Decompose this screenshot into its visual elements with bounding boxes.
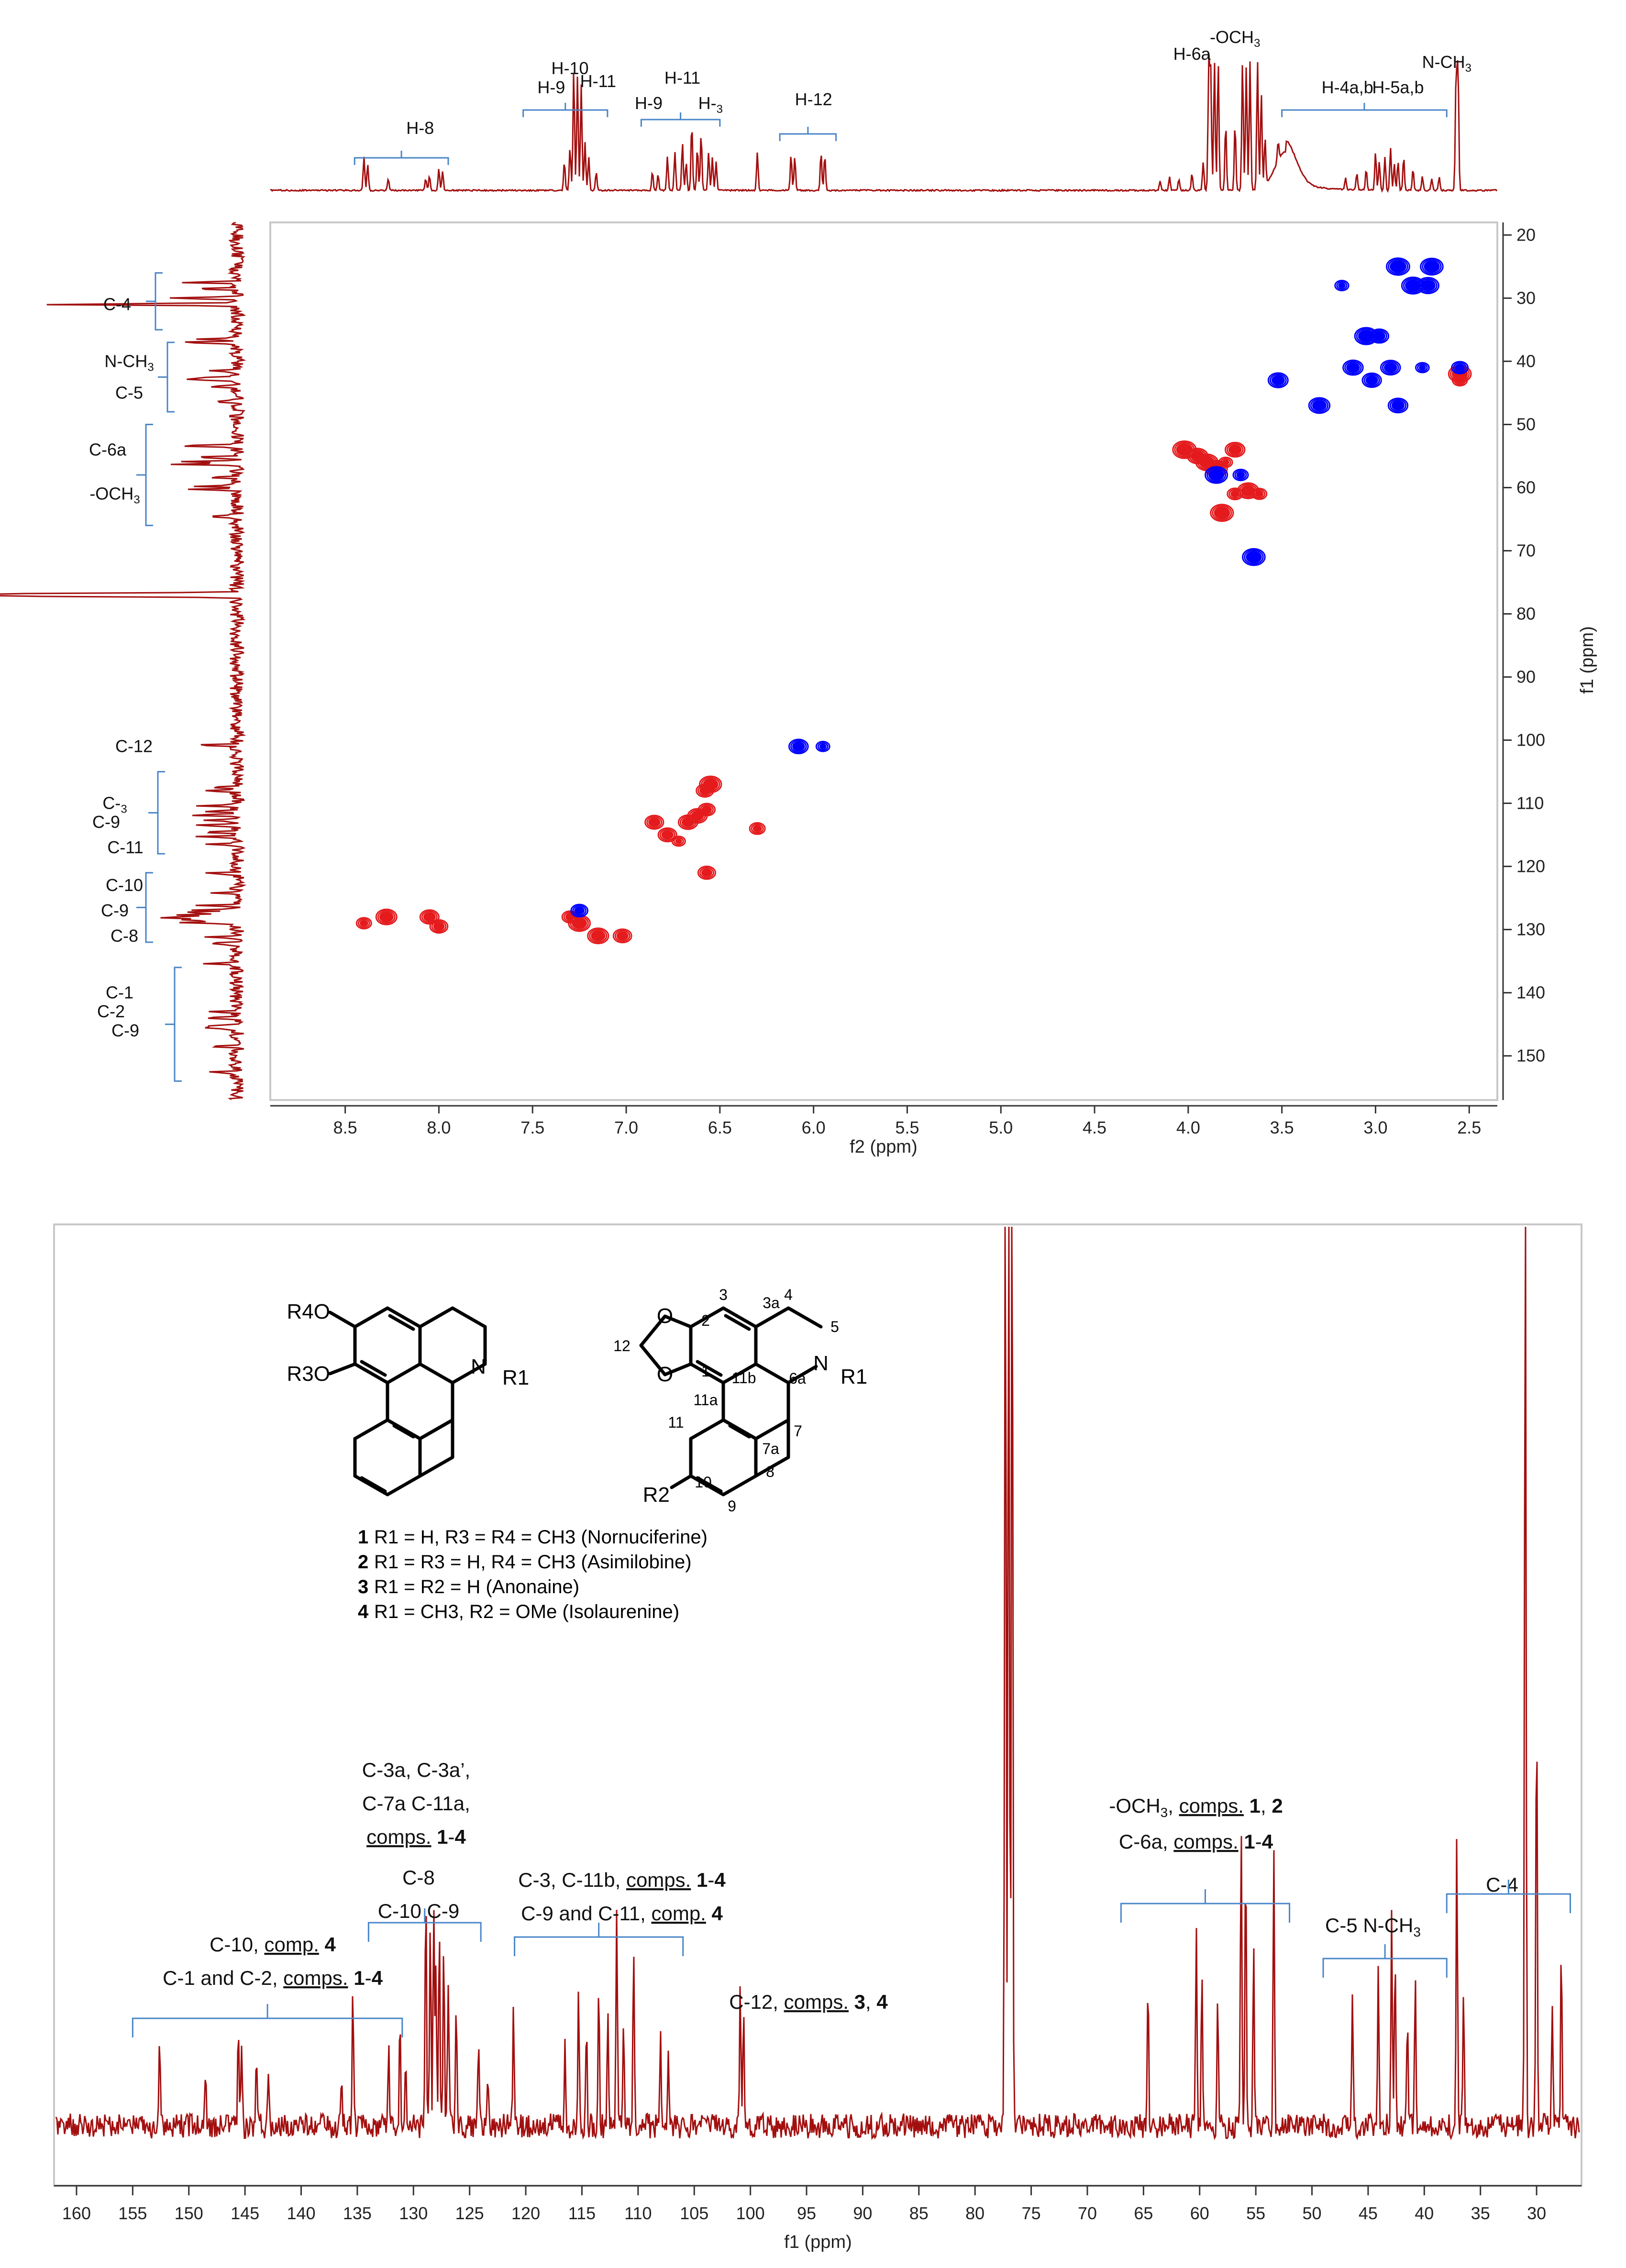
compound-2-number: 2 — [358, 1552, 369, 1573]
hsqc-contour-ring — [1247, 551, 1261, 562]
hsqc-contour-ring — [434, 923, 444, 930]
hsqc-crosspeak — [569, 915, 590, 931]
hsqc-crosspeak — [1233, 470, 1248, 481]
carbon-label: C-4 — [103, 294, 132, 314]
atom-r1-label: R1 — [841, 1365, 868, 1388]
carbon-annotation — [362, 1759, 470, 1848]
hsqc-contour-ring — [1421, 280, 1435, 290]
hsqc-contour-ring — [704, 779, 718, 790]
hsqc-crosspeak — [698, 866, 715, 879]
hsqc-x-axis-title: f2 (ppm) — [850, 1137, 918, 1157]
hsqc-crosspeak — [1211, 505, 1233, 521]
hsqc-contour-ring — [360, 921, 367, 926]
carbon-x-tick-label: 140 — [287, 2203, 316, 2223]
carbon-x-tick-label: 90 — [853, 2203, 873, 2223]
hsqc-contour-ring — [820, 744, 826, 749]
hsqc-crosspeak — [571, 904, 588, 917]
hsqc-y-tick-label: 20 — [1516, 225, 1536, 245]
hsqc-y-tick-label: 80 — [1516, 604, 1536, 624]
hsqc-y-tick-label: 60 — [1516, 477, 1536, 497]
hsqc-contour-ring — [1229, 445, 1241, 454]
proton-label: H-8 — [406, 118, 434, 138]
atom-label-12: 12 — [613, 1337, 630, 1354]
hsqc-contour-ring — [1425, 261, 1439, 272]
carbon-x-tick-label: 125 — [455, 2203, 484, 2223]
hsqc-contour-ring — [424, 913, 435, 921]
carbon-assignment-labels — [89, 273, 182, 1081]
proton-label: H-9 — [537, 77, 565, 97]
compound-3-number: 3 — [358, 1576, 369, 1597]
hsqc-contour-ring — [575, 907, 584, 914]
hsqc-x-tick-label: 4.5 — [1083, 1118, 1107, 1137]
carbon-x-tick-label: 150 — [174, 2203, 203, 2223]
hsqc-x-tick-label: 7.5 — [520, 1118, 545, 1137]
hsqc-contour-ring — [380, 912, 393, 922]
atom-label-1: 1 — [701, 1363, 710, 1380]
hsqc-y-tick-label: 150 — [1516, 1046, 1546, 1066]
carbon-x-tick-label: 80 — [965, 2203, 985, 2223]
hsqc-crosspeak — [1219, 457, 1232, 467]
proton-bracket — [1282, 103, 1447, 117]
hsqc-y-tick-label: 140 — [1516, 982, 1546, 1002]
carbon-x-tick-label: 130 — [399, 2203, 428, 2223]
compound-1-text: R1 = H, R3 = R4 = CH3 (Nornuciferine) — [374, 1527, 708, 1548]
hsqc-contour-ring — [1366, 376, 1377, 384]
atom-label-6a: 6a — [789, 1370, 806, 1387]
atom-n-label: N — [813, 1352, 829, 1375]
carbon-x-tick-label: 60 — [1190, 2203, 1209, 2223]
annotation-line: C-10, comp. 4 — [210, 1933, 336, 1956]
carbon-label: C-8 — [110, 925, 139, 946]
proton-label: H-5a,b — [1372, 77, 1424, 97]
hsqc-contour-ring — [1347, 363, 1360, 372]
hsqc-plot-frame — [270, 222, 1497, 1100]
hsqc-contour-ring — [1391, 261, 1406, 272]
carbon-bracket — [148, 772, 165, 854]
atom-label-7: 7 — [794, 1422, 802, 1440]
carbon-bracket — [136, 424, 153, 525]
atom-label-7a: 7a — [762, 1440, 779, 1457]
carbon-x-tick-label: 75 — [1021, 2203, 1041, 2223]
hsqc-crosspeak — [1335, 280, 1349, 290]
carbon-label: C-12 — [115, 736, 153, 756]
proton-label: H-4a,b — [1321, 77, 1373, 97]
hsqc-contour-ring — [1392, 401, 1404, 410]
hsqc-contour-ring — [676, 839, 681, 843]
hsqc-crosspeak — [1417, 277, 1439, 293]
carbon-label: $-OCH_3$ — [89, 484, 140, 506]
hsqc-contour-ring — [1215, 507, 1229, 518]
compound-1-number: 1 — [358, 1527, 369, 1548]
generic-n-label: N — [471, 1355, 486, 1378]
atom-label-3: 3 — [719, 1286, 728, 1303]
annotation-line: C-3a, C-3a’, — [362, 1759, 471, 1781]
hsqc-contour-ring — [573, 918, 586, 928]
annotation-line: C-1 and C-2, comps. 1-4 — [163, 1967, 383, 1989]
hsqc-contour-ring — [1209, 470, 1224, 480]
hsqc-contour-ring — [1339, 283, 1345, 287]
compound-4-number: 4 — [358, 1601, 369, 1622]
hsqc-contour-ring — [702, 806, 711, 813]
hsqc-crosspeak — [1243, 549, 1265, 565]
carbon-x-tick-label: 120 — [511, 2203, 541, 2223]
carbon-label: C-9 — [111, 1020, 140, 1040]
annotation-line: $-OCH_3$, comps. 1, 2 — [1109, 1795, 1283, 1820]
hsqc-y-tick-label: 100 — [1516, 730, 1546, 750]
carbon-bracket — [146, 273, 163, 330]
carbon-label: C-6a — [88, 440, 127, 460]
compound-3-text: R1 = R2 = H (Anonaine) — [374, 1576, 580, 1597]
proton-label: $N-CH_3$ — [1422, 52, 1471, 75]
hsqc-contour-ring — [793, 742, 804, 750]
hsqc-x-tick-label: 3.5 — [1270, 1118, 1294, 1137]
hsqc-y-tick-label: 30 — [1516, 288, 1536, 308]
annotation-line: C-6a, comps. 1-4 — [1118, 1830, 1273, 1853]
hsqc-crosspeak — [1252, 488, 1266, 499]
proton-bracket — [780, 127, 836, 141]
proton-label: H-12 — [795, 89, 832, 109]
compound-4-text: R1 = CH3, R2 = OMe (Isolaurenine) — [374, 1601, 680, 1622]
hsqc-x-tick-label: 5.0 — [989, 1118, 1013, 1137]
annotation-line: C-10 C-9 — [377, 1900, 460, 1922]
hsqc-crosspeak — [1452, 362, 1468, 374]
hsqc-x-tick-label: 5.5 — [895, 1118, 919, 1137]
proton-assignment-labels — [354, 27, 1471, 165]
hsqc-contour-ring — [1313, 401, 1326, 410]
hsqc-y-axis-title: f1 (ppm) — [1577, 626, 1597, 694]
carbon-x-tick-label: 155 — [118, 2203, 147, 2223]
atom-label-10: 10 — [695, 1474, 712, 1491]
carbon-label: $C-_3$ — [102, 793, 127, 816]
hsqc-contour-ring — [1256, 491, 1262, 496]
hsqc-crosspeak — [1309, 398, 1329, 413]
atom-label-11: 11 — [668, 1414, 684, 1431]
hsqc-x-tick-label: 6.0 — [801, 1118, 826, 1137]
hsqc-y-tick-label: 110 — [1516, 793, 1544, 813]
hsqc-crosspeak — [1421, 258, 1443, 275]
hsqc-crosspeak — [816, 741, 830, 751]
proton-label: H-6a — [1173, 44, 1211, 64]
hsqc-y-tick-label: 70 — [1516, 540, 1536, 561]
carbon-x-axis-title: f1 (ppm) — [784, 2232, 852, 2252]
carbon-bracket — [158, 342, 175, 412]
carbon-spectrum-panel — [54, 1224, 1582, 2252]
hsqc-x-tick-label: 8.5 — [333, 1118, 357, 1137]
generic-r4o-label: R4O — [287, 1300, 330, 1323]
carbon-x-tick-label: 65 — [1134, 2203, 1153, 2223]
hsqc-panel — [0, 27, 1597, 1157]
hsqc-contour-ring — [1272, 376, 1284, 385]
hsqc-x-tick-label: 2.5 — [1457, 1118, 1482, 1137]
carbon-x-tick-label: 85 — [909, 2203, 929, 2223]
atom-label-4: 4 — [784, 1286, 793, 1303]
carbon-label: C-9 — [92, 812, 121, 832]
atom-o-top-label: O — [656, 1304, 674, 1328]
hsqc-crosspeak — [1416, 363, 1429, 372]
hsqc-x-tick-label: 8.0 — [427, 1118, 451, 1137]
atom-label-9: 9 — [728, 1497, 736, 1515]
carbon-x-tick-label: 100 — [736, 2203, 765, 2223]
annotation-line: C-5 $N-CH_3$ — [1325, 1914, 1421, 1939]
carbon-x-tick-label: 105 — [680, 2203, 709, 2223]
annotation-line: C-8 — [402, 1866, 435, 1889]
annotation-line: C-3, C-11b, comps. 1-4 — [518, 1869, 726, 1891]
hsqc-contour-ring — [649, 818, 660, 826]
carbon-label: C-1 — [105, 982, 134, 1002]
carbon-x-tick-label: 30 — [1527, 2203, 1547, 2223]
hsqc-y-tick-label: 90 — [1516, 667, 1536, 687]
proton-label: H-10 — [551, 58, 589, 78]
carbon-label: C-2 — [97, 1002, 125, 1022]
atom-label-2: 2 — [701, 1312, 710, 1329]
proton-label: $H-_3$ — [698, 93, 723, 116]
carbon-x-tick-label: 95 — [796, 2203, 817, 2223]
hsqc-crosspeak — [698, 804, 715, 815]
carbon-label: C-9 — [100, 900, 129, 920]
carbon-bracket — [165, 968, 182, 1081]
carbon-x-tick-label: 40 — [1415, 2203, 1434, 2223]
hsqc-contour-ring — [1223, 460, 1228, 464]
hsqc-contour-ring — [617, 932, 628, 940]
proton-label: H-11 — [664, 68, 701, 88]
annotation-line: C-12, comps. 3, 4 — [729, 1991, 888, 2013]
hsqc-y-tick-label: 130 — [1516, 919, 1546, 939]
hsqc-crosspeak — [672, 837, 685, 846]
carbon-x-tick-label: 115 — [568, 2203, 596, 2223]
proton-label: H-11 — [580, 71, 616, 91]
hsqc-y-tick-label: 50 — [1516, 414, 1536, 434]
carbon-x-tick-label: 160 — [62, 2203, 91, 2223]
carbon-x-tick-label: 55 — [1246, 2203, 1266, 2223]
carbon-x-tick-label: 145 — [231, 2203, 260, 2223]
hsqc-contour-ring — [662, 831, 673, 838]
hsqc-crosspeak — [750, 823, 765, 834]
hsqc-contour-ring — [1384, 363, 1396, 372]
hsqc-crosspeak — [700, 776, 721, 793]
compound-2-text: R1 = R3 = H, R4 = CH3 (Asimilobine) — [374, 1552, 692, 1573]
hsqc-crosspeak — [1452, 375, 1467, 386]
hsqc-crosspeak — [356, 918, 371, 929]
atom-label-11a: 11a — [693, 1391, 718, 1409]
hsqc-x-tick-label: 6.5 — [708, 1118, 732, 1137]
annotation-line: C-9 and C-11, comp. 4 — [521, 1902, 723, 1925]
carbon-x-tick-label: 35 — [1471, 2203, 1490, 2223]
carbon-label: C-5 — [115, 383, 144, 403]
proton-bracket — [354, 151, 448, 165]
carbon-spectrum-axis — [54, 2186, 1582, 2223]
annotation-line: C-4 — [1486, 1873, 1518, 1896]
proton-label: $-OCH_3$ — [1210, 27, 1261, 50]
carbon-x-tick-label: 135 — [343, 2203, 372, 2223]
hsqc-y-tick-label: 40 — [1516, 351, 1536, 371]
hsqc-crosspeak — [1387, 258, 1410, 275]
proton-label: H-9 — [635, 93, 663, 113]
hsqc-contour-ring — [1420, 365, 1426, 369]
proton-projection — [270, 54, 1497, 191]
carbon-x-tick-label: 50 — [1302, 2203, 1322, 2223]
carbon-x-tick-label: 110 — [624, 2203, 652, 2223]
atom-label-5: 5 — [830, 1318, 839, 1335]
hsqc-contour-ring — [1237, 473, 1244, 478]
hsqc-contour-ring — [702, 869, 711, 876]
carbon-annotation — [729, 1991, 888, 2013]
atom-label-11b: 11b — [731, 1369, 756, 1387]
hsqc-x-tick-label: 4.0 — [1176, 1118, 1200, 1137]
generic-r3o-label: R3O — [287, 1362, 330, 1386]
hsqc-x-tick-label: 7.0 — [614, 1118, 639, 1137]
carbon-label: $N-CH_3$ — [104, 351, 154, 374]
generic-r1-label: R1 — [502, 1366, 530, 1389]
atom-o-bottom-label: O — [656, 1363, 674, 1386]
hsqc-y-tick-label: 120 — [1516, 856, 1546, 876]
annotation-line: comps. 1-4 — [366, 1826, 466, 1848]
hsqc-contour-ring — [753, 826, 761, 831]
atom-label-8: 8 — [766, 1463, 774, 1480]
atom-r2-label: R2 — [642, 1483, 670, 1507]
hsqc-contour-ring — [1456, 378, 1463, 383]
carbon-x-tick-label: 70 — [1077, 2203, 1097, 2223]
hsqc-contour-ring — [1456, 364, 1464, 371]
carbon-label: C-11 — [107, 837, 144, 857]
carbon-label: C-10 — [105, 875, 144, 895]
proton-bracket — [523, 103, 608, 117]
annotation-line: C-7a C-11a, — [362, 1792, 470, 1815]
hsqc-contour-ring — [1374, 332, 1385, 340]
hsqc-crosspeak — [1206, 467, 1228, 483]
hsqc-contour-ring — [592, 931, 605, 941]
carbon-x-tick-label: 45 — [1358, 2203, 1378, 2223]
proton-projection-trace — [270, 54, 1497, 191]
proton-bracket — [641, 112, 719, 127]
hsqc-x-tick-label: 3.0 — [1363, 1118, 1388, 1137]
atom-label-3a: 3a — [763, 1294, 780, 1311]
